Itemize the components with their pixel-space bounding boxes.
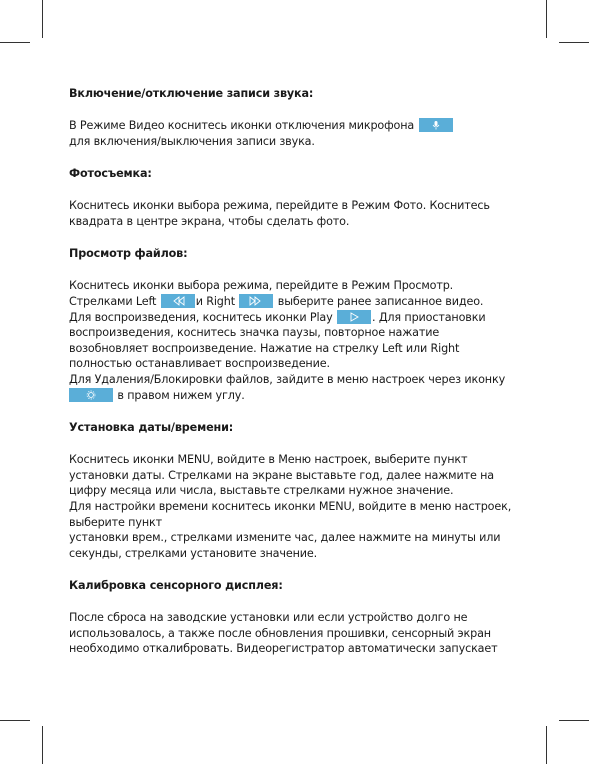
text-fragment: в правом нижем углу. xyxy=(117,388,245,402)
text-line: Для Удаления/Блокировки файлов, зайдите в меню настроек через иконку xyxy=(69,372,506,386)
text-line: необходимо откалибровать. Видеорегистратор автоматически запускает xyxy=(69,642,498,656)
text-line: установки врем., стрелками измените час, далее нажмите на минуты или xyxy=(69,531,501,545)
text-line xyxy=(69,310,539,326)
text-line: возобновляет воспроизведение. Нажатие на стрелку Left или Right xyxy=(69,341,460,355)
text-fragment: В Режиме Видео коснитесь иконки отключения микрофона xyxy=(69,119,415,132)
text-fragment: и Right xyxy=(195,294,235,308)
text-line: для включения/выключения записи звука. xyxy=(69,134,315,148)
manual-page xyxy=(69,86,539,657)
text-line: Коснитесь иконки выбора режима, перейдите в Режим Просмотр. xyxy=(69,279,454,293)
section-heading-photo: Фотосъемка: xyxy=(69,167,152,181)
text-fragment: . Для приостановки xyxy=(372,310,486,324)
text-line xyxy=(69,388,539,404)
crop-mark-top-left-h xyxy=(0,42,30,43)
rewind-left-icon xyxy=(161,294,195,308)
forward-right-icon xyxy=(239,294,273,308)
section-heading-playback: Просмотр файлов: xyxy=(69,247,188,261)
play-icon xyxy=(337,310,371,324)
text-line: секунды, стрелками установите значение. xyxy=(69,546,317,560)
crop-mark-bottom-left-h xyxy=(0,720,30,721)
section-heading-calibration: Калибровка сенсорного дисплея: xyxy=(69,579,283,593)
text-line: выберите пункт xyxy=(69,515,162,529)
text-line: Коснитесь иконки MENU, войдите в Меню настроек, выберите пункт xyxy=(69,453,468,467)
text-fragment: Для воспроизведения, коснитесь иконки Play xyxy=(69,310,333,324)
section-heading-sound: Включение/отключение записи звука: xyxy=(69,87,314,100)
text-line: воспроизведения, коснитесь значка паузы, повторное нажатие xyxy=(69,326,440,340)
crop-mark-top-left xyxy=(42,0,43,38)
crop-mark-bottom-right xyxy=(546,726,547,764)
microphone-icon xyxy=(419,118,453,132)
crop-mark-top-right xyxy=(546,0,547,38)
text-line: установки даты. Стрелками на экране выставьте год, далее нажмите на xyxy=(69,468,494,482)
crop-mark-bottom-right-h xyxy=(559,720,589,721)
crop-mark-bottom-left xyxy=(42,726,43,764)
text-fragment: Стрелками Left xyxy=(69,294,157,308)
text-fragment: выберите ранее записанное видео. xyxy=(277,294,484,308)
text-line: цифру месяца или числа, выставьте стрелками нужное значение. xyxy=(69,484,454,498)
text-line xyxy=(69,294,539,310)
crop-mark-top-right-h xyxy=(559,42,589,43)
text-line: квадрата в центре экрана, чтобы сделать фото. xyxy=(69,214,350,228)
text-line: Для настройки времени коснитесь иконки MENU, войдите в меню настроек, xyxy=(69,499,512,513)
section-heading-datetime: Установка даты/времени: xyxy=(69,421,234,435)
text-line: После сброса на заводские установки или если устройство долго не xyxy=(69,611,468,625)
text-line xyxy=(69,118,539,134)
text-line: использовалось, а также после обновления прошивки, сенсорный экран xyxy=(69,626,491,640)
gear-icon xyxy=(69,388,113,402)
text-line: Коснитесь иконки выбора режима, перейдите в Режим Фото. Коснитесь xyxy=(69,199,490,213)
text-line: полностью останавливает воспроизведение. xyxy=(69,357,330,371)
